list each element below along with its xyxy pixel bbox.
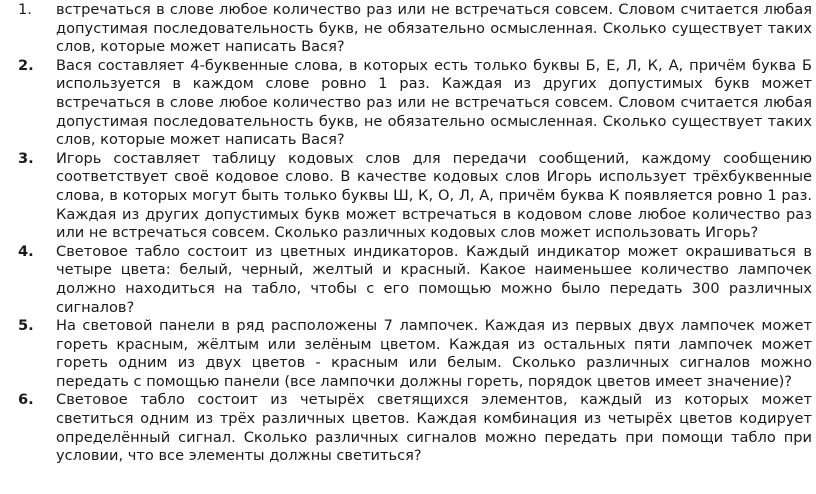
task-number: 4. [18, 242, 34, 260]
task-list [0, 1, 816, 466]
task-text: встречаться в слове любое количество раз или не встречаться совсем. Словом считается любая допустимая последовательность букв, не обязательно осмысленная. Сколько существует таких слов, которые может написать Вася? [56, 1, 812, 56]
task-item-6 [0, 391, 816, 465]
task-item-4 [0, 243, 816, 317]
task-text: Световое табло состоит из цветных индикаторов. Каждый индикатор может окрашиваться в четыре цвета: белый, черный, желтый и красный. Какое наименьшее количество лампочек должно находиться на табло, чтобы с его помощью можно было передать 300 различных сигналов? [56, 242, 812, 316]
task-number: 6. [18, 391, 34, 409]
task-item-5 [0, 317, 816, 391]
task-item-1 [0, 1, 816, 57]
task-text: Игорь составляет таблицу кодовых слов для передачи сообщений, каждому сообщению соответствует своё кодовое слово. В качестве кодовых слов Игорь использует трёхбуквенные слова, в которых могут быть только буквы Ш, К, О, Л, А, причём буква К появляется ровно 1 раз. Каждая из других допустимых букв может встречаться в кодовом слове любое количество раз или не встречаться совсем. Сколько различных кодовых слов может использовать Игорь? [56, 149, 812, 242]
task-text: На световой панели в ряд расположены 7 лампочек. Каждая из первых двух лампочек может гореть красным, жёлтым или зелёным цветом. Каждая из остальных пяти лампочек может гореть одним из двух цветов - красным или белым. Сколько различных сигналов можно передать с помощью панели (все лампочки должны гореть, порядок цветов имеет значение)? [56, 317, 812, 390]
task-item-3 [0, 150, 816, 243]
task-text: Световое табло состоит из четырёх светящихся элементов, каждый из которых может светиться одним из трёх различных цветов. Каждая комбинация из четырёх цветов кодирует определённый сигнал. Сколько различных сигналов можно передать при помощи табло при условии, что все элементы должны светиться? [56, 391, 812, 465]
task-item-2 [0, 57, 816, 150]
task-number: 1. [18, 1, 32, 18]
task-text: Вася составляет 4-буквенные слова, в которых есть только буквы Б, Е, Л, К, А, причём буква Б используется в каждом слове ровно 1 раз. Каждая из других допустимых букв может встречаться в слове любое количество раз или не встречаться совсем. Словом считается любая допустимая последовательность букв, не обязательно осмысленная. Сколько существует таких слов, которые может написать Вася? [56, 56, 812, 149]
task-number: 2. [18, 56, 34, 74]
task-number: 5. [18, 317, 34, 335]
task-number: 3. [18, 149, 34, 167]
